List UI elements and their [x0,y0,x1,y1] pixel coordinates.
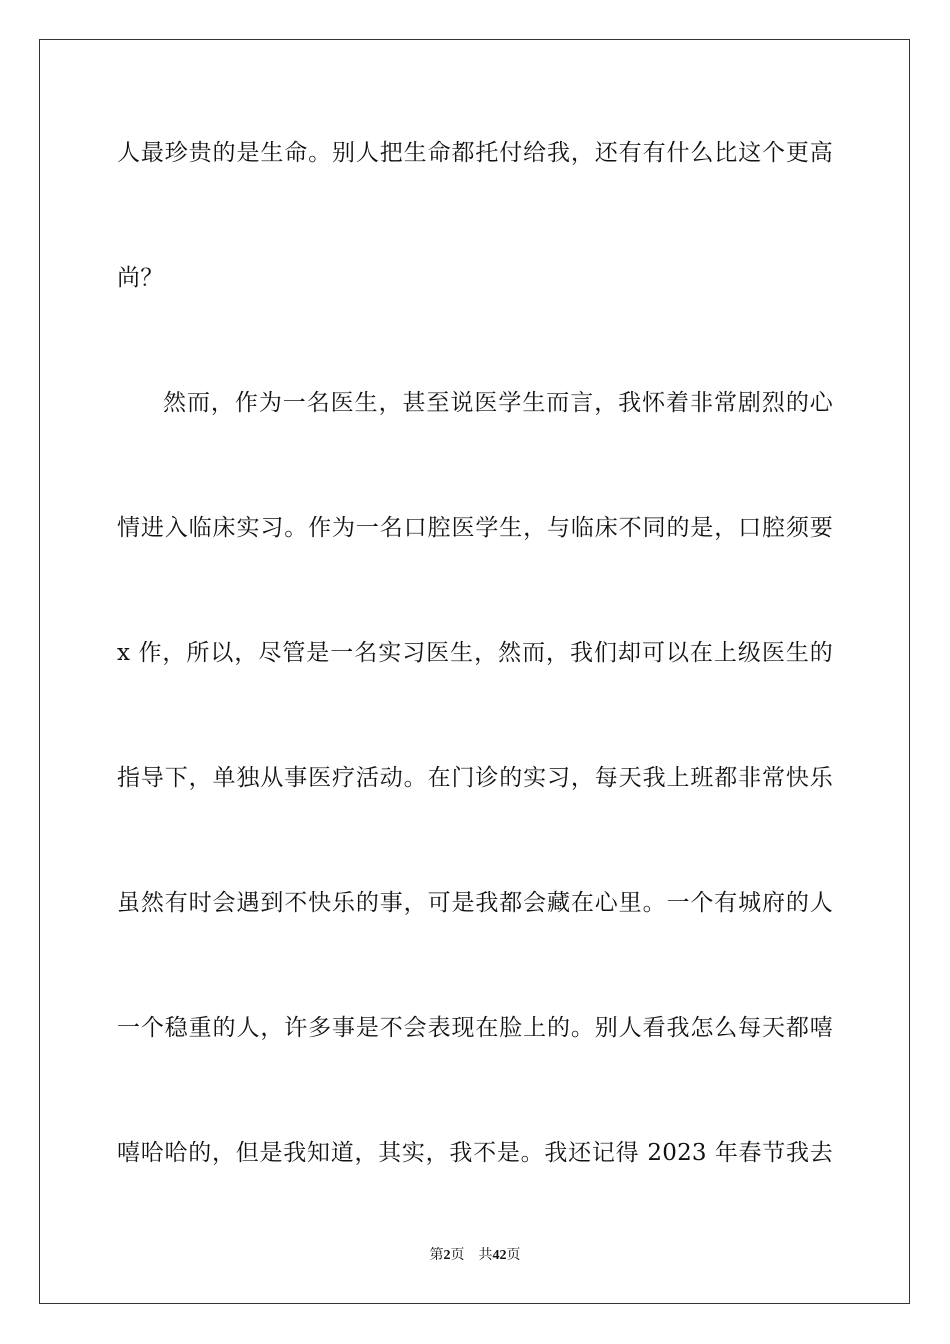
page-border [39,39,910,1304]
text-line-4: 情进入临床实习。作为一名口腔医学生，与临床不同的是，口腔须要 [117,515,833,541]
text-line-6: 指导下，单独从事医疗活动。在门诊的实习，每天我上班都非常快乐 [117,765,833,791]
text-line-5: x 作，所以，尽管是一名实习医生，然而，我们却可以在上级医生的 [117,640,833,666]
text-line-7: 虽然有时会遇到不快乐的事，可是我都会藏在心里。一个有城府的人 [117,890,833,916]
footer-page-suffix: 页 [450,1247,465,1263]
text-line-9: 嘻哈哈的，但是我知道，其实，我不是。我还记得 2023 年春节我去 [117,1140,833,1166]
footer-total-suffix: 页 [506,1247,521,1263]
text-line-2: 尚？ [117,265,164,291]
text-line-1: 人最珍贵的是生命。别人把生命都托付给我，还有有什么比这个更高 [117,140,833,166]
text-line-8: 一个稳重的人，许多事是不会表现在脸上的。别人看我怎么每天都嘻 [117,1015,833,1041]
page-footer [0,1246,950,1265]
footer-total-prefix: 共 [478,1247,493,1263]
text-line-3: 然而，作为一名医生，甚至说医学生而言，我怀着非常剧烈的心 [163,390,833,416]
footer-total-pages: 42 [492,1248,507,1263]
footer-page-prefix: 第 [429,1247,444,1263]
footer-page-number: 2 [443,1248,451,1263]
